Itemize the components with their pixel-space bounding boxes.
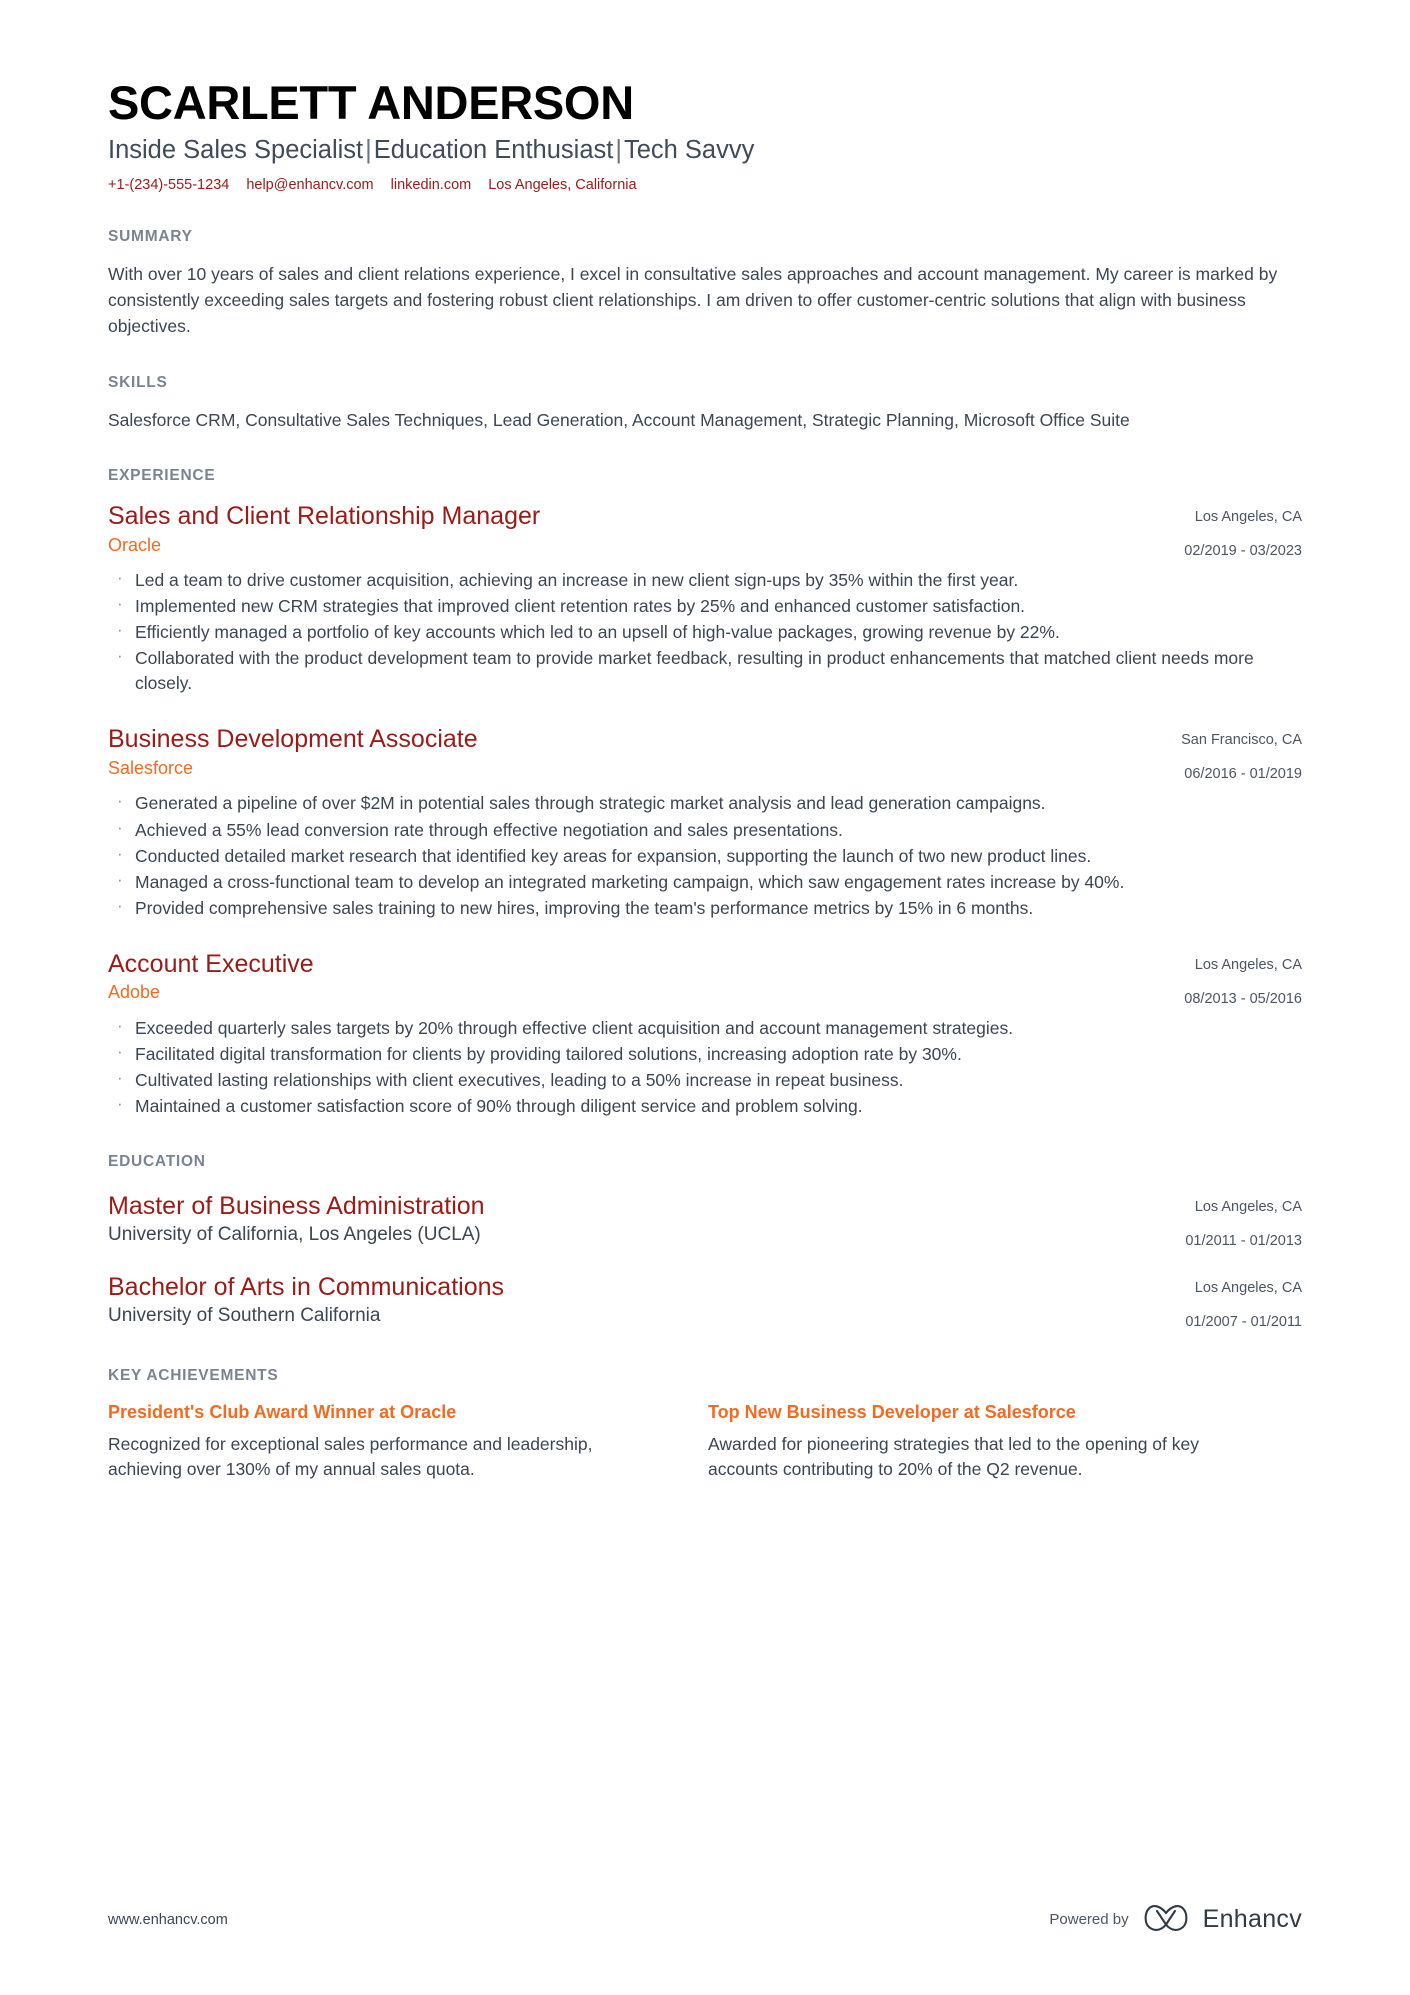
candidate-name: SCARLETT ANDERSON	[108, 76, 634, 129]
job-bullet: · Managed a cross-functional team to develop an integrated marketing campaign, which saw engagement rates increase by 40%.	[108, 870, 1302, 895]
education-entry-meta	[1132, 1272, 1302, 1333]
education-entry-meta	[1132, 1191, 1302, 1252]
skills-section	[108, 374, 1302, 434]
job-bullet-list	[108, 568, 1302, 696]
education-entry-header	[108, 1272, 1302, 1333]
company-name: Oracle	[108, 534, 162, 555]
job-bullet: · Efficiently managed a portfolio of key accounts which led to an upsell of high-value packages, growing revenue by 22%.	[108, 620, 1302, 645]
job-bullet-list	[108, 1016, 1302, 1119]
skills-text: Salesforce CRM, Consultative Sales Techniques, Lead Generation, Account Management, Strategic Planning, Microsoft Office Suite	[108, 409, 1130, 430]
education-entry-header	[108, 1191, 1302, 1252]
education-section	[108, 1153, 1302, 1333]
job-bullet-list	[108, 791, 1302, 920]
summary-text: With over 10 years of sales and client relations experience, I excel in consultative sales approaches and account management. My career is marked by consistently exceeding sales targets and fostering robust client relationships. I am driven to offer customer-centric solutions that align with business objectives.	[108, 264, 1278, 336]
achievement-title: President's Club Award Winner at Oracle	[108, 1401, 457, 1422]
job-bullet: · Collaborated with the product development team to provide market feedback, resulting in product enhancements that matched client needs more closely.	[108, 646, 1302, 696]
experience-entry-meta	[1132, 949, 1302, 1010]
enhancv-brand-name: Enhancv	[1202, 1905, 1302, 1933]
page-footer	[108, 1902, 1302, 1937]
education-entry	[108, 1272, 1302, 1333]
achievement-description: Recognized for exceptional sales performance and leadership, achieving over 130% of my annual sales quota.	[108, 1434, 593, 1480]
experience-section-title: EXPERIENCE	[108, 467, 216, 485]
contact-linkedin[interactable]: linkedin.com	[390, 176, 472, 193]
job-bullet: · Maintained a customer satisfaction score of 90% through diligent service and problem solving.	[108, 1094, 1302, 1119]
achievements-section-title: KEY ACHIEVEMENTS	[108, 1366, 279, 1384]
contact-location: Los Angeles, California	[488, 176, 637, 193]
job-bullet: · Generated a pipeline of over $2M in potential sales through strategic market analysis and lead generation campaigns.	[108, 791, 1302, 816]
school-name: University of California, Los Angeles (UCLA)	[108, 1224, 481, 1246]
school-location: Los Angeles, CA	[1194, 1279, 1302, 1296]
job-bullet: · Facilitated digital transformation for clients by providing tailored solutions, increasing adoption rate by 30%.	[108, 1042, 1302, 1067]
job-title: Account Executive	[108, 949, 314, 978]
experience-section	[108, 467, 1302, 1118]
experience-entry-header	[108, 501, 1302, 562]
summary-section-title: SUMMARY	[108, 228, 193, 246]
school-name: University of Southern California	[108, 1305, 381, 1327]
experience-entry	[108, 949, 1302, 1119]
candidate-headline	[108, 135, 1302, 167]
headline-part-3: Tech Savvy	[623, 135, 755, 164]
headline-part-2: Education Enthusiast	[373, 135, 614, 164]
experience-entry-meta	[1132, 724, 1302, 785]
contact-email[interactable]: help@enhancv.com	[246, 176, 374, 193]
job-dates: 02/2019 - 03/2023	[1184, 543, 1302, 560]
education-entry-left	[108, 1272, 1132, 1329]
footer-branding	[1049, 1902, 1302, 1937]
education-entry-left	[108, 1191, 1132, 1248]
enhancv-logo-icon	[1143, 1902, 1189, 1937]
achievements-grid	[108, 1401, 1302, 1483]
achievement-item	[108, 1401, 620, 1483]
experience-entry-left	[108, 501, 1132, 557]
summary-section	[108, 228, 1302, 339]
degree-title: Bachelor of Arts in Communications	[108, 1272, 505, 1301]
achievement-title: Top New Business Developer at Salesforce	[708, 1401, 1076, 1422]
powered-by-label: Powered by	[1049, 1911, 1129, 1928]
experience-entry-header	[108, 724, 1302, 785]
experience-entry-meta	[1132, 501, 1302, 562]
contact-line	[108, 176, 1302, 195]
job-location: Los Angeles, CA	[1194, 956, 1302, 973]
job-bullet: · Implemented new CRM strategies that improved client retention rates by 25% and enhanced customer satisfaction.	[108, 594, 1302, 619]
achievement-item	[708, 1401, 1220, 1483]
experience-entry-header	[108, 949, 1302, 1010]
job-location: Los Angeles, CA	[1194, 509, 1302, 526]
headline-separator-1: |	[365, 135, 372, 164]
degree-title: Master of Business Administration	[108, 1191, 485, 1220]
education-section-title: EDUCATION	[108, 1152, 206, 1170]
school-dates: 01/2007 - 01/2011	[1185, 1313, 1302, 1330]
job-title: Business Development Associate	[108, 725, 478, 754]
job-bullet: · Conducted detailed market research that identified key areas for expansion, supporting the launch of two new product lines.	[108, 844, 1302, 869]
company-name: Adobe	[108, 982, 161, 1003]
job-bullet: · Cultivated lasting relationships with client executives, leading to a 50% increase in repeat business.	[108, 1068, 1302, 1093]
school-dates: 01/2011 - 01/2013	[1185, 1232, 1302, 1249]
job-dates: 08/2013 - 05/2016	[1184, 990, 1302, 1007]
job-bullet: · Achieved a 55% lead conversion rate through effective negotiation and sales presentations.	[108, 818, 1302, 843]
experience-entry	[108, 501, 1302, 696]
school-location: Los Angeles, CA	[1194, 1198, 1302, 1215]
job-title: Sales and Client Relationship Manager	[108, 502, 541, 531]
education-entry	[108, 1191, 1302, 1252]
contact-phone: +1-(234)-555-1234	[108, 176, 230, 193]
headline-part-1: Inside Sales Specialist	[108, 135, 364, 164]
job-bullet: · Led a team to drive customer acquisition, achieving an increase in new client sign-ups by 35% within the first year.	[108, 568, 1302, 593]
experience-entry-left	[108, 949, 1132, 1005]
job-location: San Francisco, CA	[1181, 732, 1302, 749]
job-bullet: · Provided comprehensive sales training to new hires, improving the team's performance metrics by 15% in 6 months.	[108, 896, 1302, 921]
skills-section-title: SKILLS	[108, 373, 168, 391]
experience-entry	[108, 724, 1302, 920]
achievements-section	[108, 1367, 1302, 1483]
headline-separator-2: |	[615, 135, 622, 164]
job-dates: 06/2016 - 01/2019	[1184, 766, 1302, 783]
job-bullet: · Exceeded quarterly sales targets by 20% through effective client acquisition and account management strategies.	[108, 1016, 1302, 1041]
achievement-description: Awarded for pioneering strategies that led to the opening of key accounts contributing to 20% of the Q2 revenue.	[708, 1434, 1199, 1480]
company-name: Salesforce	[108, 757, 194, 778]
experience-entry-left	[108, 724, 1132, 780]
resume-header	[108, 78, 1302, 194]
footer-website-url[interactable]: www.enhancv.com	[108, 1911, 228, 1928]
